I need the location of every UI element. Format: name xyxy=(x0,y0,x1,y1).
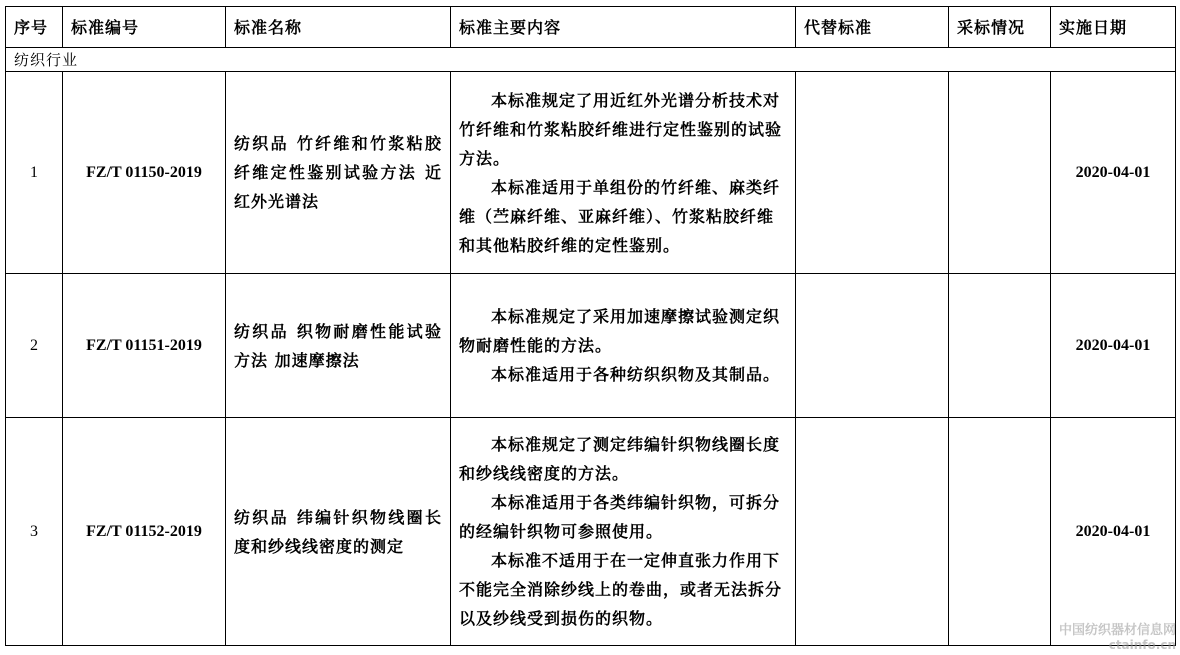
row-date: 2020-04-01 xyxy=(1051,72,1176,274)
row-content xyxy=(451,72,796,274)
content-paragraph: 本标准规定了测定纬编针织物线圈长度和纱线线密度的方法。 xyxy=(459,435,781,483)
row-index: 1 xyxy=(6,72,63,274)
content-paragraph: 本标准规定了采用加速摩擦试验测定织物耐磨性能的方法。 xyxy=(459,307,781,355)
content-paragraph: 本标准规定了用近红外光谱分析技术对竹纤维和竹浆粘胶纤维进行定性鉴别的试验方法。 xyxy=(459,90,783,168)
header-replaces: 代替标准 xyxy=(796,7,949,48)
section-row xyxy=(6,48,1176,72)
row-code: FZ/T 01150-2019 xyxy=(63,72,226,274)
header-row xyxy=(6,7,1176,48)
header-name: 标准名称 xyxy=(226,7,451,48)
header-date: 实施日期 xyxy=(1051,7,1176,48)
content-paragraph: 本标准不适用于在一定伸直张力作用下不能完全消除纱线上的卷曲，或者无法拆分以及纱线受到损伤的织物。 xyxy=(459,551,783,628)
row-date: 2020-04-01 xyxy=(1051,274,1176,418)
table-row xyxy=(6,418,1176,646)
row-name: 纺织品 竹纤维和竹浆粘胶纤维定性鉴别试验方法 近红外光谱法 xyxy=(226,72,451,274)
header-code: 标准编号 xyxy=(63,7,226,48)
header-index: 序号 xyxy=(6,7,63,48)
standards-table xyxy=(5,6,1176,646)
row-content xyxy=(451,274,796,418)
row-replaces xyxy=(796,418,949,646)
header-adoption: 采标情况 xyxy=(949,7,1051,48)
row-name: 纺织品 织物耐磨性能试验方法 加速摩擦法 xyxy=(226,274,451,418)
row-index: 3 xyxy=(6,418,63,646)
watermark-title: 中国纺织器材信息网 xyxy=(1058,623,1176,638)
row-adoption xyxy=(949,72,1051,274)
row-adoption xyxy=(949,418,1051,646)
content-paragraph: 本标准适用于各类纬编针织物，可拆分的经编针织物可参照使用。 xyxy=(459,493,781,541)
table-row xyxy=(6,72,1176,274)
row-index: 2 xyxy=(6,274,63,418)
row-replaces xyxy=(796,72,949,274)
section-title: 纺织行业 xyxy=(6,48,1176,72)
row-code: FZ/T 01151-2019 xyxy=(63,274,226,418)
row-date: 2020-04-01 xyxy=(1051,418,1176,646)
row-content xyxy=(451,418,796,646)
header-content: 标准主要内容 xyxy=(451,7,796,48)
watermark-domain: ctainfo.cn xyxy=(1108,638,1176,652)
table-row xyxy=(6,274,1176,418)
content-paragraph: 本标准适用于各种纺织织物及其制品。 xyxy=(491,365,781,384)
row-adoption xyxy=(949,274,1051,418)
site-watermark xyxy=(1059,623,1176,653)
content-paragraph: 本标准适用于单组份的竹纤维、麻类纤维（苎麻纤维、亚麻纤维）、竹浆粘胶纤维和其他粘胶纤维的定性鉴别。 xyxy=(459,177,781,255)
row-name: 纺织品 纬编针织物线圈长度和纱线线密度的测定 xyxy=(226,418,451,646)
row-code: FZ/T 01152-2019 xyxy=(63,418,226,646)
row-replaces xyxy=(796,274,949,418)
